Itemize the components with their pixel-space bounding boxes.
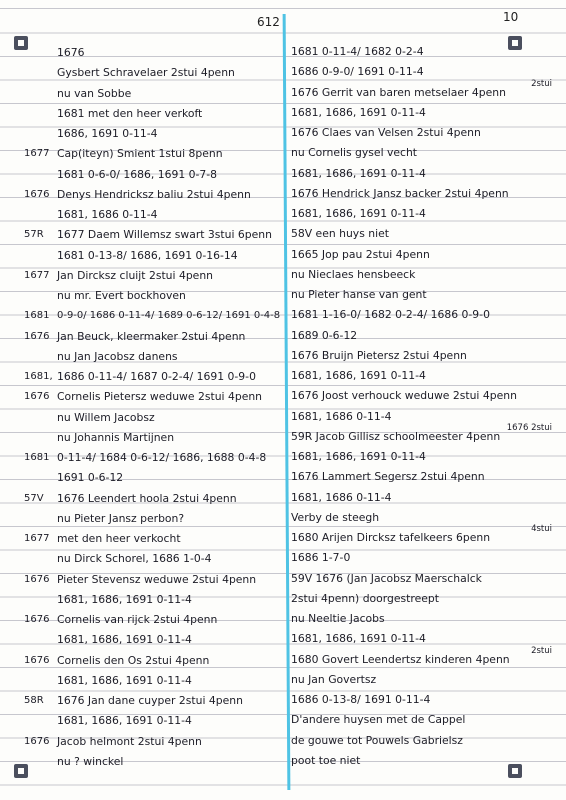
entry-line: Pieter Stevensz weduwe 2stui 4penn	[57, 572, 257, 586]
entry-line: 1681, 1686, 1691 0-11-4	[291, 450, 426, 463]
entry-line: nu ? winckel	[57, 754, 124, 768]
entry-line: 1681, 1686, 1691 0-11-4	[57, 592, 192, 606]
entry-line: 1677 Daem Willemsz swart 3stui 6penn	[57, 228, 272, 242]
margin-annotation: 1676	[24, 391, 50, 403]
entry-line: nu Johannis Martijnen	[57, 430, 175, 444]
entry-line: Cornelis Pietersz weduwe 2stui 4penn	[57, 390, 263, 404]
entry-line: 1686 0-11-4/ 1687 0-2-4/ 1691 0-9-0	[57, 370, 256, 383]
corner-mark-icon	[508, 764, 522, 778]
entry-line: 1681, 1686, 1691 0-11-4	[291, 632, 426, 646]
entry-line: 1676 Hendrick Jansz backer 2stui 4penn	[291, 186, 509, 200]
margin-annotation: 1677	[24, 533, 50, 544]
entry-line: 1681 met den heer verkoft	[57, 106, 203, 120]
entry-line: 0-9-0/ 1686 0-11-4/ 1689 0-6-12/ 1691 0-4-8	[57, 310, 281, 322]
margin-line	[283, 14, 291, 790]
page-number: 10	[503, 10, 519, 24]
entry-line: 1676 Claes van Velsen 2stui 4penn	[291, 126, 481, 139]
entry-line: 1681 1-16-0/ 1682 0-2-4/ 1686 0-9-0	[291, 308, 490, 322]
margin-annotation: 58R	[24, 695, 44, 706]
entry-line: Cornelis den Os 2stui 4penn	[57, 653, 210, 667]
entry-line: 1686, 1691 0-11-4	[57, 127, 158, 140]
entry-line: 1686 0-9-0/ 1691 0-11-4	[291, 65, 424, 79]
entry-line: 1681, 1686, 1691 0-11-4	[291, 166, 426, 180]
entry-line: Gysbert Schravelaer 2stui 4penn	[57, 66, 235, 80]
entry-line: nu Pieter hanse van gent	[291, 288, 427, 301]
entry-line: nu Jan Jacobsz danens	[57, 349, 178, 363]
entry-line: nu Pieter Jansz perbon?	[57, 511, 185, 525]
superscript-note: 4stui	[531, 524, 552, 534]
entry-line: 1676 Leendert hoola 2stui 4penn	[57, 491, 237, 505]
entry-line: nu van Sobbe	[57, 86, 132, 100]
entry-line: 2stui 4penn) doorgestreept	[291, 591, 439, 605]
entry-line: 1681, 1686, 1691 0-11-4	[57, 714, 192, 728]
entry-line: nu Willem Jacobsz	[57, 410, 155, 424]
margin-annotation: 1676	[24, 573, 50, 585]
entry-line: Jan Beuck, kleermaker 2stui 4penn	[57, 329, 246, 343]
entry-line: Denys Hendricksz baliu 2stui 4penn	[57, 187, 251, 201]
margin-annotation: 57V	[24, 492, 44, 504]
margin-annotation: 57R	[24, 229, 44, 241]
margin-annotation: 1681	[24, 310, 50, 322]
entry-line: 1676 Lammert Segersz 2stui 4penn	[291, 470, 485, 484]
corner-mark-icon	[14, 764, 28, 778]
margin-annotation: 1677	[24, 148, 50, 160]
margin-annotation: 1676	[24, 330, 50, 342]
entry-line: 1681, 1686, 1691 0-11-4	[291, 105, 426, 119]
entry-line: 59V 1676 (Jan Jacobsz Maerschalck	[291, 571, 482, 585]
entry-line: 1686 1-7-0	[291, 551, 351, 565]
entry-line: 1681, 1686, 1691 0-11-4	[291, 369, 426, 382]
entry-line: 1665 Jop pau 2stui 4penn	[291, 247, 430, 261]
entry-line: nu Neeltie Jacobs	[291, 612, 385, 625]
entry-line: met den heer verkocht	[57, 532, 181, 545]
margin-annotation: 1676	[24, 188, 50, 200]
entry-line: 1681, 1686, 1691 0-11-4	[57, 673, 192, 687]
margin-annotation: 1676	[24, 735, 50, 747]
entry-line: nu Jan Govertsz	[291, 672, 377, 686]
entry-line: 1689 0-6-12	[291, 328, 358, 342]
entry-line: 1680 Govert Leendertsz kinderen 4penn	[291, 652, 510, 666]
entry-line: Verby de steegh	[291, 510, 380, 524]
entry-line: 1681, 1686 0-11-4	[291, 490, 392, 504]
folio-number: 612	[257, 15, 280, 29]
superscript-note: 2stui	[531, 645, 552, 656]
entry-line: 1676 Joost verhouck weduwe 2stui 4penn	[291, 389, 517, 403]
entry-line: 58V een huys niet	[291, 227, 389, 241]
entry-line: D'andere huysen met de Cappel	[291, 713, 466, 727]
corner-mark-icon	[14, 36, 28, 50]
entry-line: 1686 0-13-8/ 1691 0-11-4	[291, 693, 431, 706]
entry-line: Jan Dircksz cluijt 2stui 4penn	[57, 268, 214, 282]
entry-line: poot toe niet	[291, 753, 361, 767]
entry-line: 1676 Gerrit van baren metselaer 4penn	[291, 85, 506, 99]
entry-line: 1681 0-13-8/ 1686, 1691 0-16-14	[57, 248, 238, 262]
entry-line: 1681, 1686 0-11-4	[291, 409, 392, 423]
entry-line: nu Nieclaes hensbeeck	[291, 267, 416, 281]
entry-line: 1676	[57, 46, 85, 59]
entry-line: de gouwe tot Pouwels Gabrielsz	[291, 733, 463, 747]
margin-annotation: 1681,	[24, 371, 53, 382]
margin-annotation: 1676	[24, 614, 50, 625]
entry-line: nu Dirck Schorel, 1686 1-0-4	[57, 552, 212, 566]
entry-line: 1676 Bruijn Pietersz 2stui 4penn	[291, 348, 467, 362]
entry-line: 1681, 1686, 1691 0-11-4	[291, 207, 426, 220]
entry-line: 1691 0-6-12	[57, 471, 124, 485]
entry-line: Cornelis van rijck 2stui 4penn	[57, 613, 218, 626]
margin-annotation: 1681	[24, 452, 50, 463]
entry-line: 1676 Jan dane cuyper 2stui 4penn	[57, 694, 243, 707]
entry-line: 1681, 1686, 1691 0-11-4	[57, 633, 192, 647]
superscript-note: 2stui	[531, 78, 552, 89]
entry-line: 1681 0-11-4/ 1682 0-2-4	[291, 45, 424, 58]
entry-line: 59R Jacob Gillisz schoolmeester 4penn	[291, 429, 501, 443]
entry-line: nu mr. Evert bockhoven	[57, 289, 186, 302]
margin-annotation: 1677	[24, 269, 50, 281]
entry-line: 1681, 1686 0-11-4	[57, 208, 158, 221]
entry-line: 1681 0-6-0/ 1686, 1691 0-7-8	[57, 167, 218, 181]
corner-mark-icon	[508, 36, 522, 50]
entry-line: Cap(iteyn) Smient 1stui 8penn	[57, 147, 223, 161]
entry-line: nu Cornelis gysel vecht	[291, 146, 418, 160]
entry-line: Jacob helmont 2stui 4penn	[57, 734, 202, 748]
entry-line: 0-11-4/ 1684 0-6-12/ 1686, 1688 0-4-8	[57, 451, 267, 464]
superscript-note: 1676 2stui	[506, 422, 552, 433]
margin-annotation: 1676	[24, 654, 50, 666]
entry-line: 1680 Arijen Dircksz tafelkeers 6penn	[291, 531, 491, 544]
